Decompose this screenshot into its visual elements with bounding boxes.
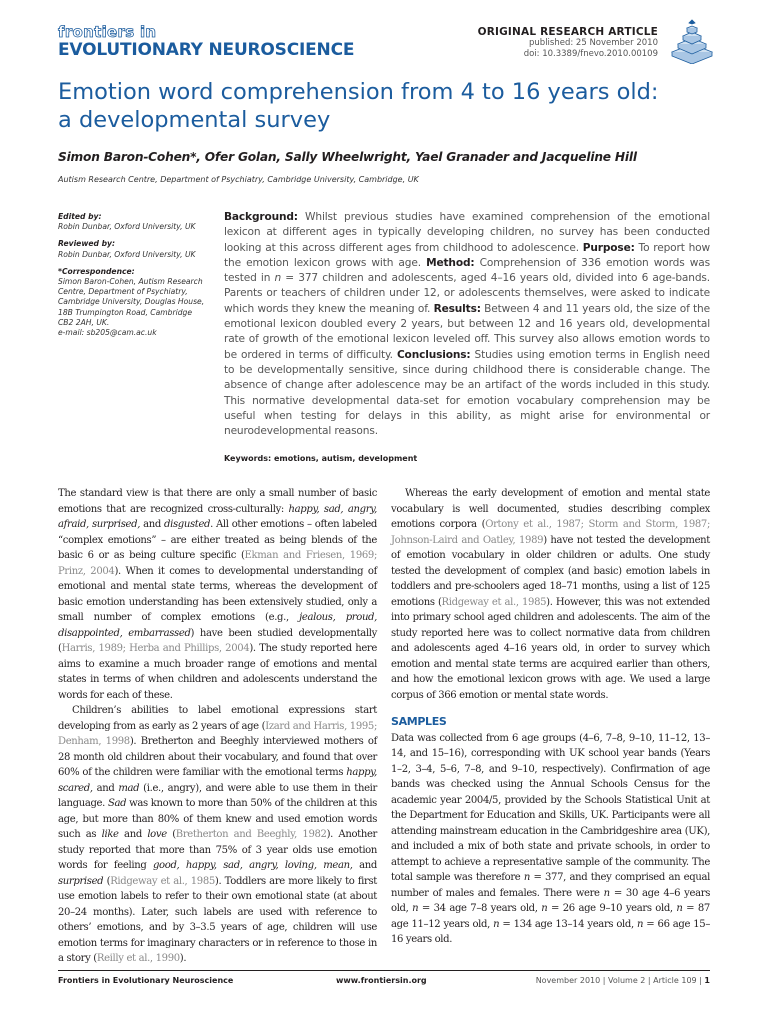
body-text: (i.e., angry), and were able to use them in their language. [58,782,378,809]
abstract-method-n: n [274,272,282,285]
correspondence-line: Cambridge University, Douglas House, [58,297,205,307]
body-text: = 34 age 7–8 years old, [418,903,542,914]
abstract-conclusions-label: Conclusions: [396,348,471,361]
body-text: The standard view is that there are only a small number of basic emotions that are recognized cross-culturally: [58,488,377,515]
section-heading-samples: SAMPLES [391,715,447,728]
body-text: . All other emotions – often labeled “complex emotions” – are either treated as being blends of the basic 6 or as being culture specific ( [58,519,377,561]
emphasis-text: n [412,903,419,914]
body-text: and [118,829,148,840]
body-text: ). Bretherton and Beeghly interviewed mothers of 28 month old children about their vocabulary, and found that over 60% of the children were familiar with the emotional terms [58,736,377,778]
citation-reference: Bretherton and Beeghly, 1982 [175,829,327,840]
abstract-conclusions-text: Studies using emotion terms in English need to be developmentally sensitive, since during childhood there is considerable change. The absence of change after adolescence may be an artifact of the words included in this study. This normative developmental data-set for emotion vocabulary comprehension may be useful when testing for delays in this ability, as might arise for environmental or neurodevelopmental reasons. [224,348,710,438]
body-text: ). However, this was not extended into primary school aged children and adolescents. The aim of the study reported here was to collect normative data from children and adolescents aged 4–16 years old, in order to survey which emotion and mental state terms are acquired earlier than others, and how the emotional lexicon grows with age. We used a large corpus of 366 emotion or mental state words. [391,596,710,701]
footer-journal: Frontiers in Evolutionary Neuroscience [58,976,234,985]
title-line-1: Emotion word comprehension from 4 to 16 years old: [58,79,659,105]
page-number: 1 [704,976,710,985]
emphasis-text: happy, scared, [58,767,377,794]
authors: Simon Baron-Cohen*, Ofer Golan, Sally Wheelwright, Yael Granader and Jacqueline Hill [58,150,637,164]
body-text: = 30 age 4–6 years old, [391,887,711,914]
footer-divider [58,970,710,971]
body-text: = 134 age 13–14 years old, [499,918,638,930]
body-column-left [58,486,377,967]
body-text: = 87 age 11–12 years old, [391,903,710,930]
keywords: Keywords: emotions, autism, development [224,454,418,463]
abstract-background-text: Whilst previous studies have examined comprehension of the emotional lexicon at different ages in typically developing children, no survey has been conducted looking at this across different ages from childhood to adolescence. [224,211,710,254]
emphasis-text: surprised [58,875,104,887]
emphasis-text: mad [118,782,140,794]
body-paragraph [391,486,710,703]
emphasis-text: n [637,918,644,930]
body-text: ). Toddlers are more likely to first use emotion labels to refer to their own emotional state (at about 20–24 months). Later, such labels are used with reference to others’ emotions, and by 3–3.5 years of age, children will use emotion terms for imaginary characters or in reference to those in a story ( [58,875,377,964]
correspondence-label: *Correspondence: [58,266,135,276]
body-paragraph [391,731,710,948]
citation-reference: Ridgeway et al., 1985 [110,875,215,887]
citation-reference: Izard and Harris, 1995; Denham, 1998 [58,720,377,747]
abstract-method-label: Method: [426,256,475,269]
citation-reference: Ekman and Friesen, 1969; Prinz, 2004 [58,550,377,577]
emphasis-text: n [541,903,548,914]
abstract-results-text: Between 4 and 11 years old, the size of the emotional lexicon doubled every 2 years, but between 12 and 16 years old, developmental rate of growth of the emotional lexicon leveled off. This survey also allows emotion words to be ordered in terms of difficulty. [224,302,710,361]
body-text: ) have not tested the development of emotion vocabulary in older children or adults. One study tested the development of complex (and basic) emotion labels in toddlers and pre-schoolers aged 18–71 months, using a list of 125 emotions ( [391,534,710,608]
article-title [58,78,698,134]
abstract-purpose-label: Purpose: [582,241,635,254]
emphasis-text: like [101,829,119,840]
body-text: ) have been studied developmentally ( [58,627,377,654]
emphasis-text: n [676,903,683,914]
published-date: published: 25 November 2010 [529,38,658,48]
correspondence-line: CB2 2AH, UK. [58,317,110,327]
title-line-2: a developmental survey [58,107,331,133]
body-text: Children’s abilities to label emotional expressions start developing from as early as 2 years of age ( [58,705,377,732]
page-footer [58,976,710,990]
body-text: Whereas the early development of emotion and mental state vocabulary is well documented, studies describing complex emotions corpora ( [391,488,710,530]
body-text: ( [103,875,111,887]
body-text: and [352,860,377,871]
citation-reference: Harris, 1989; Herba and Phillips, 2004 [61,643,250,654]
body-text: ( [166,829,176,840]
journal-prefix: frontiers in [58,23,157,41]
body-paragraph [58,486,377,703]
emphasis-text: n [603,887,610,899]
body-column-right [391,486,710,948]
correspondence-line: Simon Baron-Cohen, Autism Research [58,277,203,287]
emphasis-text: Sad [107,798,127,809]
correspondence-line: Centre, Department of Psychiatry, [58,287,188,297]
citation-reference: Ridgeway et al., 1985 [441,596,547,608]
emphasis-text: jealous, proud, disappointed, embarrassed [58,612,377,639]
doi: doi: 10.3389/fnevo.2010.00109 [523,49,658,59]
emphasis-text: happy, sad, angry, afraid, surprised, [58,503,377,530]
stacked-blocks-logo-icon [666,18,718,64]
affiliation: Autism Research Centre, Department of Psychiatry, Cambridge University, Cambridge, UK [58,175,419,184]
abstract-background-label: Background: [224,211,298,223]
emphasis-text: love [147,829,167,840]
emphasis-text: good, happy, sad, angry, loving, mean, [152,860,353,871]
footer-issue-info [536,976,710,985]
abstract-method-text: = 377 children and adolescents, aged 4–16 years old, divided into 6 age-bands. Parents or teachers of children under 12, or adolescents themselves, were asked to indicate which words they knew the meaning of. [224,272,711,315]
body-text: = 26 age 9–10 years old, [547,903,677,914]
correspondence-email: e-mail: sb205@cam.ac.uk [58,328,157,338]
body-text: and [140,519,164,530]
body-text: Data was collected from 6 age groups (4–6, 7–8, 9–10, 11–12, 13–14, and 15–16), corresponding with UK school year bands (Years 1–2, 3–4, 5–6, 7–8, and 9–10, respectively). Confirmation of age bands was checked using the Annual Schools Census for the academic year 2004/5, provided by the Schools Statistical Unit at the Department for Education and Skills, UK. Participants were all attending mainstream education in the Cambridgeshire area (UK), and included a mix of both state and private schools, in order to attempt to achieve a representative sample of the community. The total sample was therefore [391,732,710,883]
abstract-purpose-text: To report how the emotion lexicon grows with age. [224,241,710,269]
body-text: = 377, and they comprised an equal number of males and females. There were [391,872,710,899]
journal-name: EVOLUTIONARY NEUROSCIENCE [58,40,355,60]
body-paragraph [58,703,377,967]
footer-issue: November 2010 | Volume 2 | Article 109 | [535,976,705,985]
citation-reference: Reilly et al., 1990 [96,953,180,964]
body-text: ). The study reported here aims to examine a much broader range of emotions and mental states in terms of when children and adolescents understand the words for each of these. [58,643,377,701]
emphasis-text: n [493,918,500,930]
article-meta [478,26,658,60]
abstract-method-text: Comprehension of 336 emotion words was tested in [224,256,710,285]
abstract [224,210,710,439]
emphasis-text: disgusted [164,519,211,530]
citation-reference: Ortony et al., 1987; Storm and Storm, 1987; Johnson-Laird and Oatley, 1989 [391,519,710,546]
body-text: ). Another study reported that more than 75% of 3 year olds use emotion words for feeling [58,829,377,871]
body-text: = 66 age 15–16 years old. [391,918,711,945]
emphasis-text: n [523,872,530,883]
body-text: ). When it comes to developmental understanding of emotional and mental state terms, whereas the development of basic emotion understanding has been extensively studied, only a small number of complex emotions (e.g., [58,565,377,623]
body-text: and [92,782,119,794]
reviewed-by-label: Reviewed by: [58,239,115,249]
edited-by-value: Robin Dunbar, Oxford University, UK [58,222,196,232]
footer-url: www.frontiersin.org [336,976,427,985]
abstract-results-label: Results: [433,302,481,315]
article-type: ORIGINAL RESEARCH ARTICLE [477,26,658,38]
body-text: ). [179,953,187,964]
body-text: was known to more than 50% of the children at this age, but more than 80% of them knew and used emotion words such as [58,798,377,840]
editorial-sidebar [58,212,218,345]
journal-header [58,24,354,60]
reviewed-by-value: Robin Dunbar, Oxford University, UK [58,249,196,259]
correspondence-line: 18B Trumpington Road, Cambridge [58,307,193,317]
edited-by-label: Edited by: [58,212,102,221]
